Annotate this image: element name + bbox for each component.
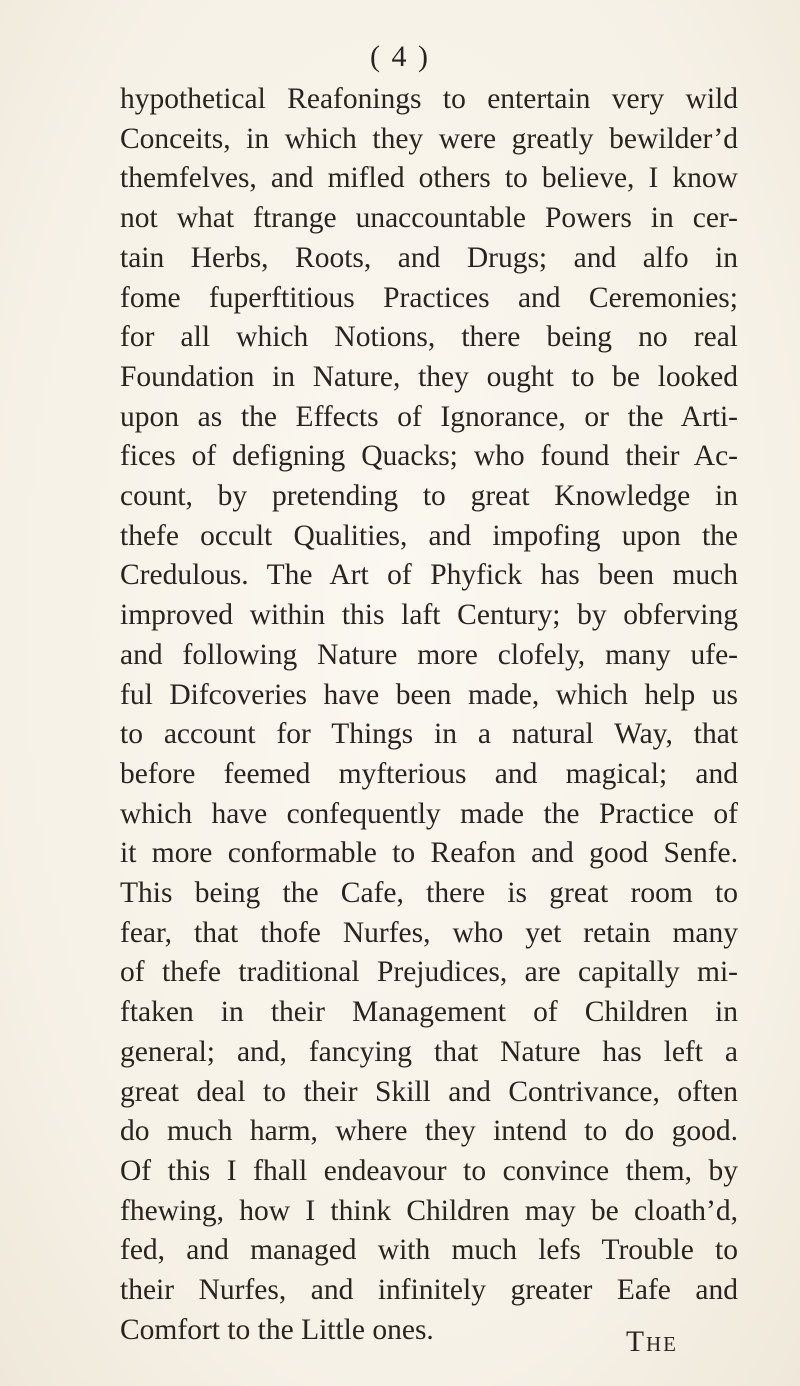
text-line: of thefe traditional Prejudices, are capitally mi-	[120, 956, 738, 989]
text-line: fear, that thofe Nurfes, who yet retain many	[120, 916, 738, 949]
text-line: This being the Cafe, there is great room to	[120, 877, 738, 910]
text-line: great deal to their Skill and Contrivance, often	[120, 1075, 738, 1108]
text-line: and following Nature more clofely, many ufe-	[120, 638, 738, 671]
text-line: ftaken in their Management of Children in	[120, 996, 738, 1029]
text-line: Of this I fhall endeavour to convince them, by	[120, 1154, 738, 1187]
text-line: it more conformable to Reafon and good Senfe.	[120, 837, 738, 870]
text-line: to account for Things in a natural Way, that	[120, 718, 738, 751]
text-line: not what ftrange unaccountable Powers in cer-	[120, 202, 738, 235]
catchword: The	[626, 1326, 679, 1358]
text-line: their Nurfes, and infinitely greater Eafe and	[120, 1274, 738, 1307]
body-text	[120, 80, 738, 1351]
text-line: do much harm, where they intend to do good.	[120, 1115, 738, 1148]
text-line: count, by pretending to great Knowledge in	[120, 480, 738, 513]
text-line: fices of defigning Quacks; who found their Ac-	[120, 440, 738, 473]
text-line: thefe occult Qualities, and impofing upon the	[120, 519, 738, 552]
text-line: fed, and managed with much lefs Trouble to	[120, 1234, 738, 1267]
text-line: upon as the Effects of Ignorance, or the Arti-	[120, 400, 738, 433]
text-line: ful Difcoveries have been made, which help us	[120, 678, 738, 711]
text-line: Comfort to the Little ones.	[120, 1313, 434, 1346]
text-line: Credulous. The Art of Phyfick has been much	[120, 559, 738, 592]
text-line: themfelves, and mifled others to believe, I know	[120, 162, 738, 195]
text-line: improved within this laft Century; by obferving	[120, 599, 738, 632]
text-line: fhewing, how I think Children may be cloath’d,	[120, 1194, 738, 1227]
text-line: general; and, fancying that Nature has left a	[120, 1035, 738, 1068]
text-line: which have confequently made the Practice of	[120, 797, 738, 830]
text-line: hypothetical Reafonings to entertain very wild	[120, 83, 738, 115]
page-number: ( 4 )	[370, 40, 430, 73]
text-line: Foundation in Nature, they ought to be looked	[120, 360, 738, 393]
text-line: before feemed myfterious and magical; and	[120, 757, 738, 790]
text-line: for all which Notions, there being no real	[120, 321, 738, 354]
text-line: fome fuperftitious Practices and Ceremonies;	[120, 281, 738, 314]
text-line: Conceits, in which they were greatly bewilder’d	[120, 122, 738, 155]
text-line: tain Herbs, Roots, and Drugs; and alfo in	[120, 241, 738, 274]
